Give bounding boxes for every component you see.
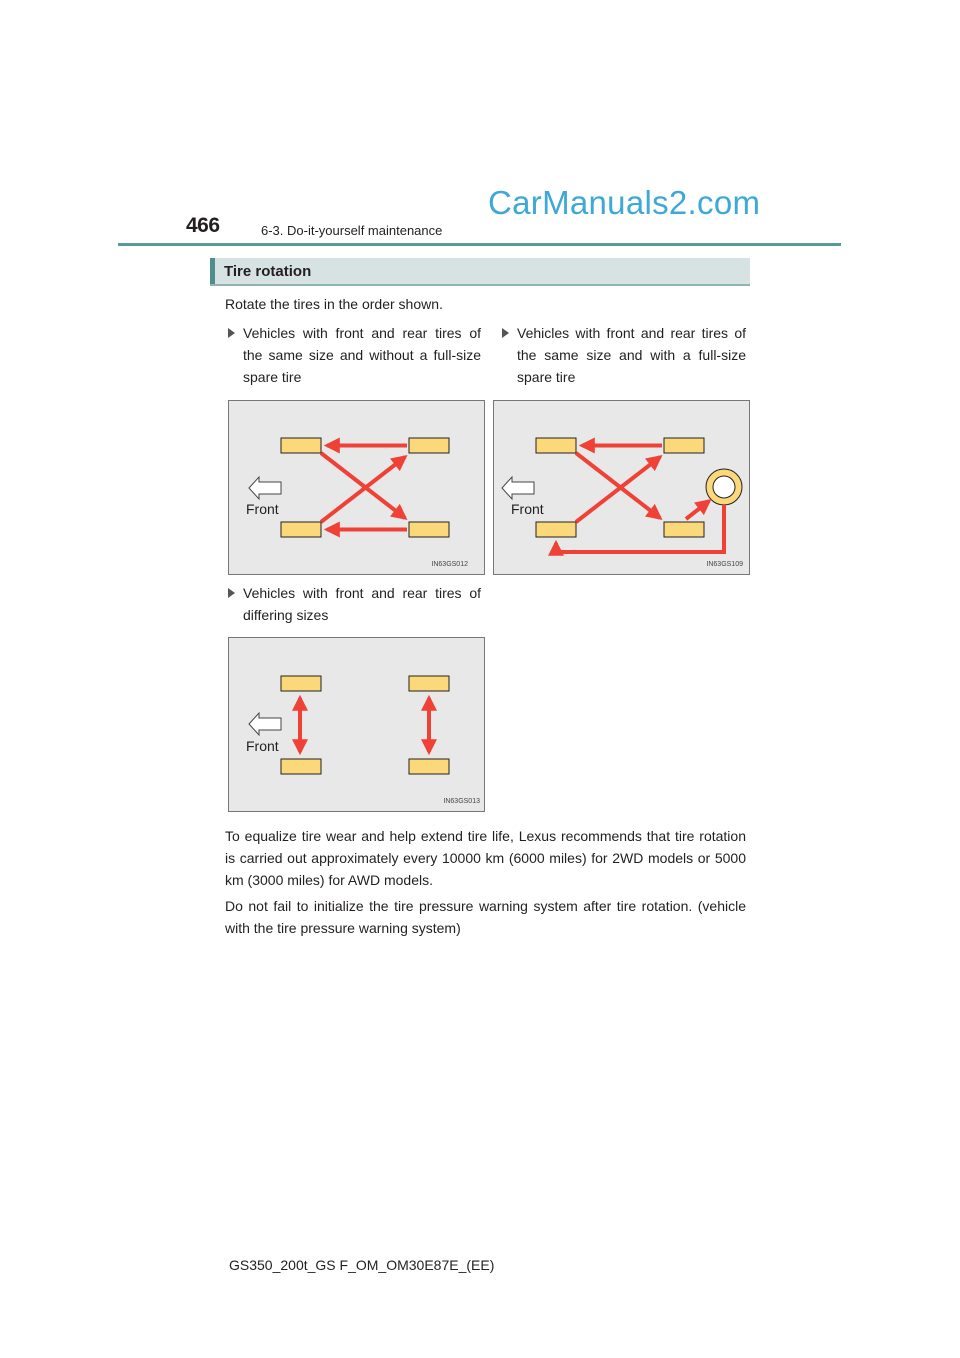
- paragraph-tpws-note: Do not fail to initialize the tire pressure warning system after tire rotation. (vehicle with the tire pressure warning system): [225, 898, 746, 936]
- paragraph-rotation-interval: To equalize tire wear and help extend tire life, Lexus recommends that tire rotation is carried out approximately every 10000 km (6000 miles) for 2WD models or 5000 km (3000 miles) for AWD models.: [225, 828, 746, 888]
- figure-id: IN63GS013: [443, 798, 480, 805]
- tire-front-left: [281, 676, 321, 691]
- caption-text: Vehicles with front and rear tires of the same size and with a full-size spare tire: [517, 325, 746, 385]
- arrow-front-left-to-rear-right: [321, 453, 405, 518]
- section-title: Tire rotation: [224, 263, 312, 280]
- section-path: 6-3. Do-it-yourself maintenance: [261, 223, 443, 238]
- tire-front-left: [536, 438, 576, 453]
- figure-id: IN63GS109: [706, 561, 743, 568]
- section-title-bar: [210, 258, 750, 286]
- rotation-diagram-svg: [229, 401, 486, 576]
- footer-doc-code: GS350_200t_GS F_OM_OM30E87E_(EE): [229, 1257, 495, 1273]
- tire-rear-left: [409, 676, 449, 691]
- caption-figure-2: [517, 322, 746, 388]
- tire-front-right: [281, 759, 321, 774]
- caption-text: Vehicles with front and rear tires of differing sizes: [243, 585, 481, 623]
- arrow-front-right-to-rear-left: [321, 457, 405, 522]
- tire-rear-right: [664, 522, 704, 537]
- front-label: Front: [246, 501, 279, 517]
- diagram-same-size-no-spare: [228, 400, 485, 575]
- tire-rear-right: [409, 759, 449, 774]
- tire-front-left: [281, 438, 321, 453]
- figure-id: IN63GS012: [431, 561, 468, 568]
- rotation-diagram-svg: [229, 638, 486, 813]
- caption-figure-1: [243, 322, 481, 388]
- tire-rear-left: [664, 438, 704, 453]
- arrow-rear-right-to-spare: [686, 501, 709, 519]
- front-arrow-icon: [249, 477, 281, 499]
- title-accent: [210, 258, 215, 284]
- bullet-triangle-icon: [228, 328, 235, 338]
- diagram-differing-sizes: [228, 637, 485, 812]
- tire-front-right: [536, 522, 576, 537]
- diagram-same-size-with-spare: [493, 400, 750, 575]
- caption-figure-3: [243, 582, 481, 626]
- caption-text: Vehicles with front and rear tires of the same size and without a full-size spare tire: [243, 325, 481, 385]
- intro-text: Rotate the tires in the order shown.: [225, 296, 443, 312]
- arrow-front-right-to-rear-left: [576, 457, 660, 522]
- tire-rear-right: [409, 522, 449, 537]
- spare-tire-hub: [713, 476, 735, 498]
- header-rule: [118, 243, 841, 246]
- front-arrow-icon: [249, 713, 281, 735]
- front-label: Front: [246, 738, 279, 754]
- page-number: 466: [186, 214, 220, 237]
- tire-rear-left: [409, 438, 449, 453]
- rotation-diagram-svg: [494, 401, 751, 576]
- bullet-triangle-icon: [228, 588, 235, 598]
- watermark: CarManuals2.com: [488, 184, 761, 221]
- arrow-front-left-to-rear-right: [576, 453, 660, 518]
- front-label: Front: [511, 501, 544, 517]
- tire-front-right: [281, 522, 321, 537]
- bullet-triangle-icon: [502, 328, 509, 338]
- front-arrow-icon: [502, 477, 534, 499]
